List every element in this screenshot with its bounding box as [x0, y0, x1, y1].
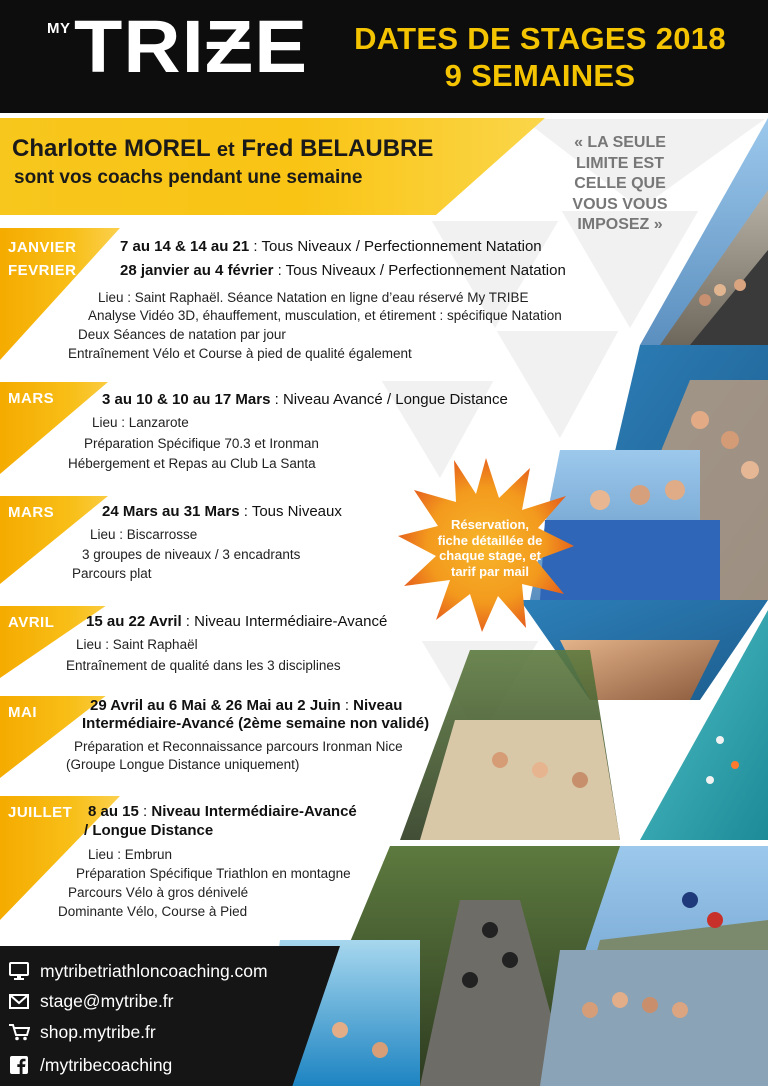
date-range: 28 janvier au 4 février [120, 262, 274, 279]
stage-date-line: 29 Avril au 6 Mai & 26 Mai au 2 Juin : Niveau [90, 697, 403, 714]
stage-detail: Lieu : Embrun [88, 847, 173, 862]
month-label: MAI [8, 704, 37, 721]
stage-date-line: 3 au 10 & 10 au 17 Mars : Niveau Avancé / Longue Distance [102, 391, 508, 408]
contact-website[interactable] [8, 958, 268, 984]
title-line-2: 9 SEMAINES [444, 58, 636, 93]
stage-level: Niveau [353, 697, 403, 714]
stage-detail: Lieu : Lanzarote [92, 415, 189, 430]
coach-names [12, 135, 433, 163]
reservation-line: tarif par mail [450, 563, 530, 579]
contact-email[interactable] [8, 988, 174, 1014]
date-range: 8 au 15 [88, 803, 139, 820]
stage-level: Intermédiaire-Avancé (2ème semaine non validé) [82, 715, 430, 732]
stage-detail: Hébergement et Repas au Club La Santa [68, 456, 316, 471]
stage-level: / Longue Distance [84, 822, 214, 839]
facebook-icon [8, 1055, 30, 1075]
stage-detail: Analyse Vidéo 3D, éhauffement, musculation, et étirement : spécifique Natation [88, 308, 562, 323]
stage-level: Tous Niveaux / Perfectionnement Natation [285, 262, 566, 279]
stage-detail: Dominante Vélo, Course à Pied [58, 904, 248, 919]
month-label: MARS [8, 504, 55, 521]
header-bar [0, 0, 768, 113]
photo-mosaic [0, 113, 768, 1086]
stage-detail: Parcours Vélo à gros dénivelé [68, 885, 249, 900]
date-range: 3 au 10 & 10 au 17 Mars [102, 391, 271, 408]
stage-detail: Parcours plat [72, 566, 152, 581]
stage-detail: Préparation Spécifique 70.3 et Ironman [84, 436, 319, 451]
stage-date-line: 7 au 14 & 14 au 21 : Tous Niveaux / Perfectionnement Natation [120, 238, 542, 255]
reservation-line: Réservation, [450, 517, 530, 532]
month-label: MARS [8, 390, 55, 407]
stage-date-line [84, 822, 213, 839]
motivational-quote [550, 133, 690, 236]
website-link[interactable]: mytribetriathloncoaching.com [40, 960, 268, 981]
reservation-line: chaque stage, et [439, 548, 541, 563]
photo-tri-group [540, 950, 768, 1086]
stage-detail: Lieu : Saint Raphaël. Séance Natation en ligne d’eau réservé My TRIBE [98, 290, 529, 305]
stage-level: Tous Niveaux / Perfectionnement Natation [261, 238, 542, 255]
quote-line: « LA SEULE [574, 134, 666, 151]
logo-wordmark: TRIƵE [74, 5, 309, 88]
coach-subtitle: sont vos coachs pendant une semaine [14, 167, 363, 188]
stage-detail: Lieu : Saint Raphaël [76, 637, 198, 652]
date-range: 15 au 22 Avril [86, 613, 182, 630]
stage-level: Tous Niveaux [251, 503, 342, 520]
coach-connector: et [216, 139, 235, 161]
stage-date-line [82, 715, 429, 732]
quote-line: IMPOSEZ » [577, 216, 663, 233]
contact-facebook[interactable] [8, 1052, 172, 1078]
stage-detail: Entraînement Vélo et Course à pied de qualité également [68, 346, 412, 361]
month-label: JANVIER [8, 239, 77, 256]
quote-line: VOUS VOUS [572, 195, 668, 213]
coach-name-2: Fred BELAUBRE [241, 135, 434, 162]
reservation-line: fiche détaillée de [437, 532, 543, 548]
month-label: FEVRIER [8, 262, 77, 279]
stage-detail: 3 groupes de niveaux / 3 encadrants [82, 547, 301, 562]
stage-detail: Préparation Spécifique Triathlon en montagne [76, 866, 351, 881]
stage-date-line: 8 au 15 : Niveau Intermédiaire-Avancé [88, 803, 357, 820]
coach-name-1: Charlotte MOREL [12, 135, 211, 162]
stage-level: Niveau Intermédiaire-Avancé [194, 613, 388, 630]
page-title [340, 20, 740, 94]
stage-date-line: 24 Mars au 31 Mars : Tous Niveaux [102, 503, 342, 520]
stage-detail: Entraînement de qualité dans les 3 disciplines [66, 658, 341, 673]
stage-date-line: 15 au 22 Avril : Niveau Intermédiaire-Avancé [86, 613, 388, 630]
monitor-icon [8, 961, 30, 981]
stage-detail: Lieu : Biscarrosse [90, 527, 198, 542]
email-link[interactable]: stage@mytribe.fr [40, 990, 174, 1011]
contact-shop[interactable] [8, 1019, 156, 1045]
cart-icon [8, 1022, 30, 1042]
stage-detail: Deux Séances de natation par jour [78, 327, 286, 342]
date-range: 7 au 14 & 14 au 21 [120, 238, 250, 255]
quote-line: CELLE QUE [574, 175, 666, 192]
stage-level: Niveau Avancé / Longue Distance [282, 391, 508, 408]
photo-team-dinner [400, 650, 620, 840]
stage-date-line: 28 janvier au 4 février : Tous Niveaux / Perfectionnement Natation [120, 262, 566, 279]
date-range: 29 Avril au 6 Mai & 26 Mai au 2 Juin [90, 697, 341, 714]
shop-link[interactable]: shop.mytribe.fr [40, 1021, 156, 1042]
reservation-text [420, 517, 560, 579]
logo-prefix: MY [47, 20, 71, 37]
stage-level: Niveau Intermédiaire-Avancé [151, 803, 357, 820]
stage-detail: (Groupe Longue Distance uniquement) [66, 757, 300, 772]
month-label: JUILLET [8, 804, 73, 821]
facebook-link[interactable]: /mytribecoaching [40, 1054, 173, 1075]
date-range: 24 Mars au 31 Mars [102, 503, 240, 520]
stage-detail: Préparation et Reconnaissance parcours Ironman Nice [74, 739, 403, 754]
month-label: AVRIL [8, 614, 55, 631]
quote-line: LIMITE EST [576, 154, 664, 172]
title-line-1: DATES DE STAGES 2018 [354, 21, 726, 56]
envelope-icon [8, 991, 30, 1011]
